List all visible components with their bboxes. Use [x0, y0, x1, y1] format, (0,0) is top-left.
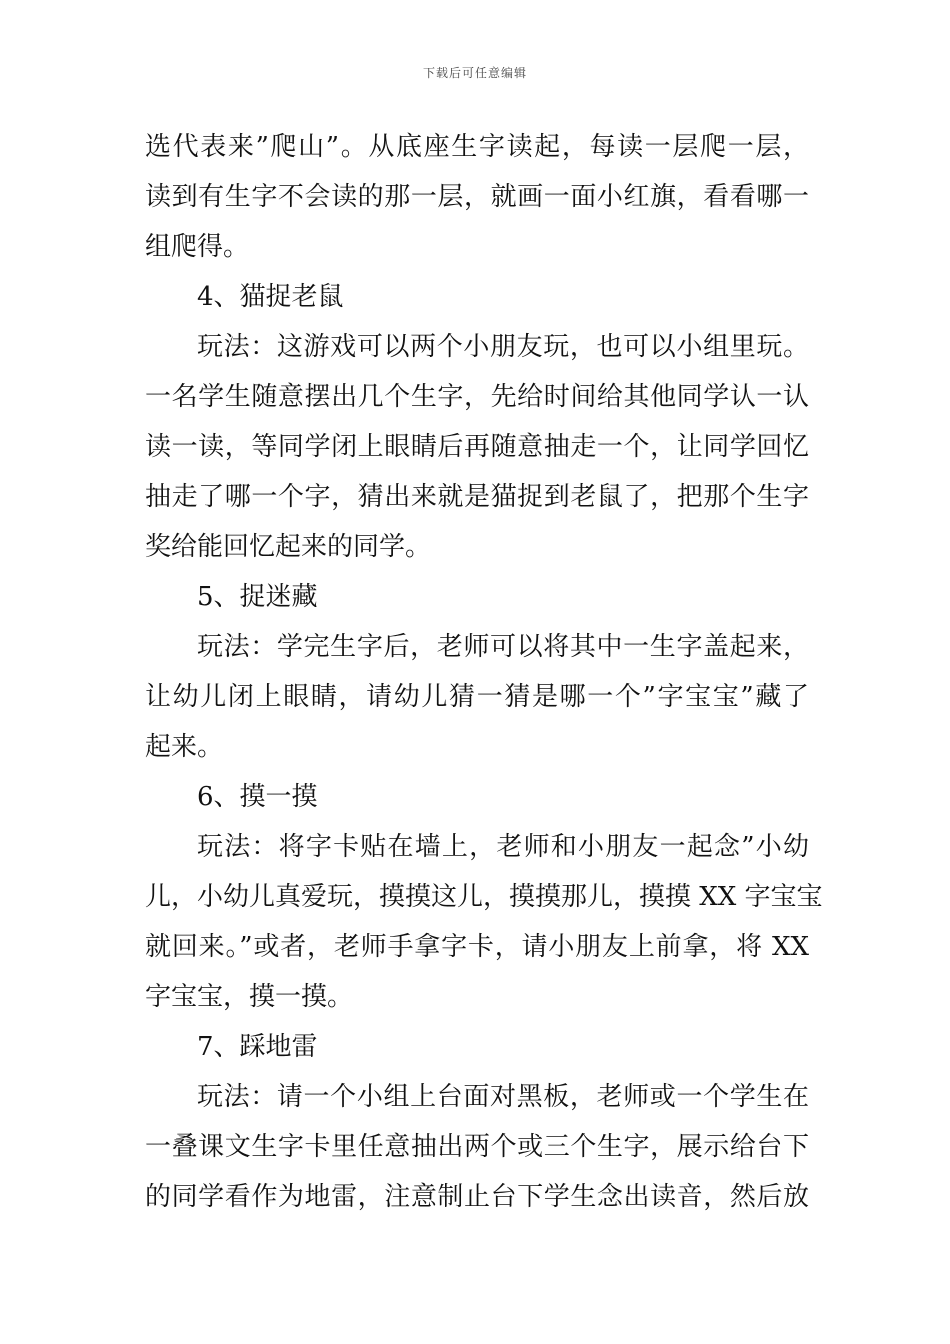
text-line: 7、踩地雷: [197, 1032, 318, 1062]
text-line: 组爬得。: [145, 232, 250, 262]
text-line: 就回来。”或者，老师手拿字卡，请小朋友上前拿，将 XX: [145, 932, 809, 962]
text-line: 6、摸一摸: [197, 782, 318, 812]
text-line: 读一读，等同学闭上眼睛后再随意抽走一个，让同学回忆: [145, 432, 809, 462]
text-line: 奖给能回忆起来的同学。: [145, 532, 432, 562]
text-line: 一名学生随意摆出几个生字，先给时间给其他同学认一认: [145, 382, 809, 412]
text-line: 玩法：学完生字后，老师可以将其中一生字盖起来，: [197, 632, 809, 662]
page-header: 下载后可任意编辑: [422, 66, 527, 80]
document-body: [145, 122, 823, 1222]
text-line: 字宝宝，摸一摸。: [145, 982, 354, 1012]
text-line: 玩法：将字卡贴在墙上，老师和小朋友一起念”小幼: [197, 832, 809, 862]
text-line: 的同学看作为地雷，注意制止台下学生念出读音，然后放: [145, 1182, 809, 1212]
text-line: 抽走了哪一个字，猜出来就是猫捉到老鼠了，把那个生字: [145, 482, 809, 512]
text-line: 起来。: [145, 732, 224, 762]
text-line: 读到有生字不会读的那一层，就画一面小红旗，看看哪一: [145, 182, 809, 212]
text-line: 儿，小幼儿真爱玩，摸摸这儿，摸摸那儿，摸摸 XX 字宝宝: [145, 882, 823, 912]
text-line: 玩法：这游戏可以两个小朋友玩，也可以小组里玩。: [197, 332, 809, 362]
text-line: 让幼儿闭上眼睛，请幼儿猜一猜是哪一个”字宝宝”藏了: [145, 682, 809, 712]
text-line: 5、捉迷藏: [197, 582, 318, 612]
text-line: 玩法：请一个小组上台面对黑板，老师或一个学生在: [197, 1082, 809, 1112]
text-line: 选代表来”爬山”。从底座生字读起，每读一层爬一层，: [145, 132, 809, 162]
text-line: 4、猫捉老鼠: [197, 282, 344, 312]
text-line: 一叠课文生字卡里任意抽出两个或三个生字，展示给台下: [145, 1132, 809, 1162]
